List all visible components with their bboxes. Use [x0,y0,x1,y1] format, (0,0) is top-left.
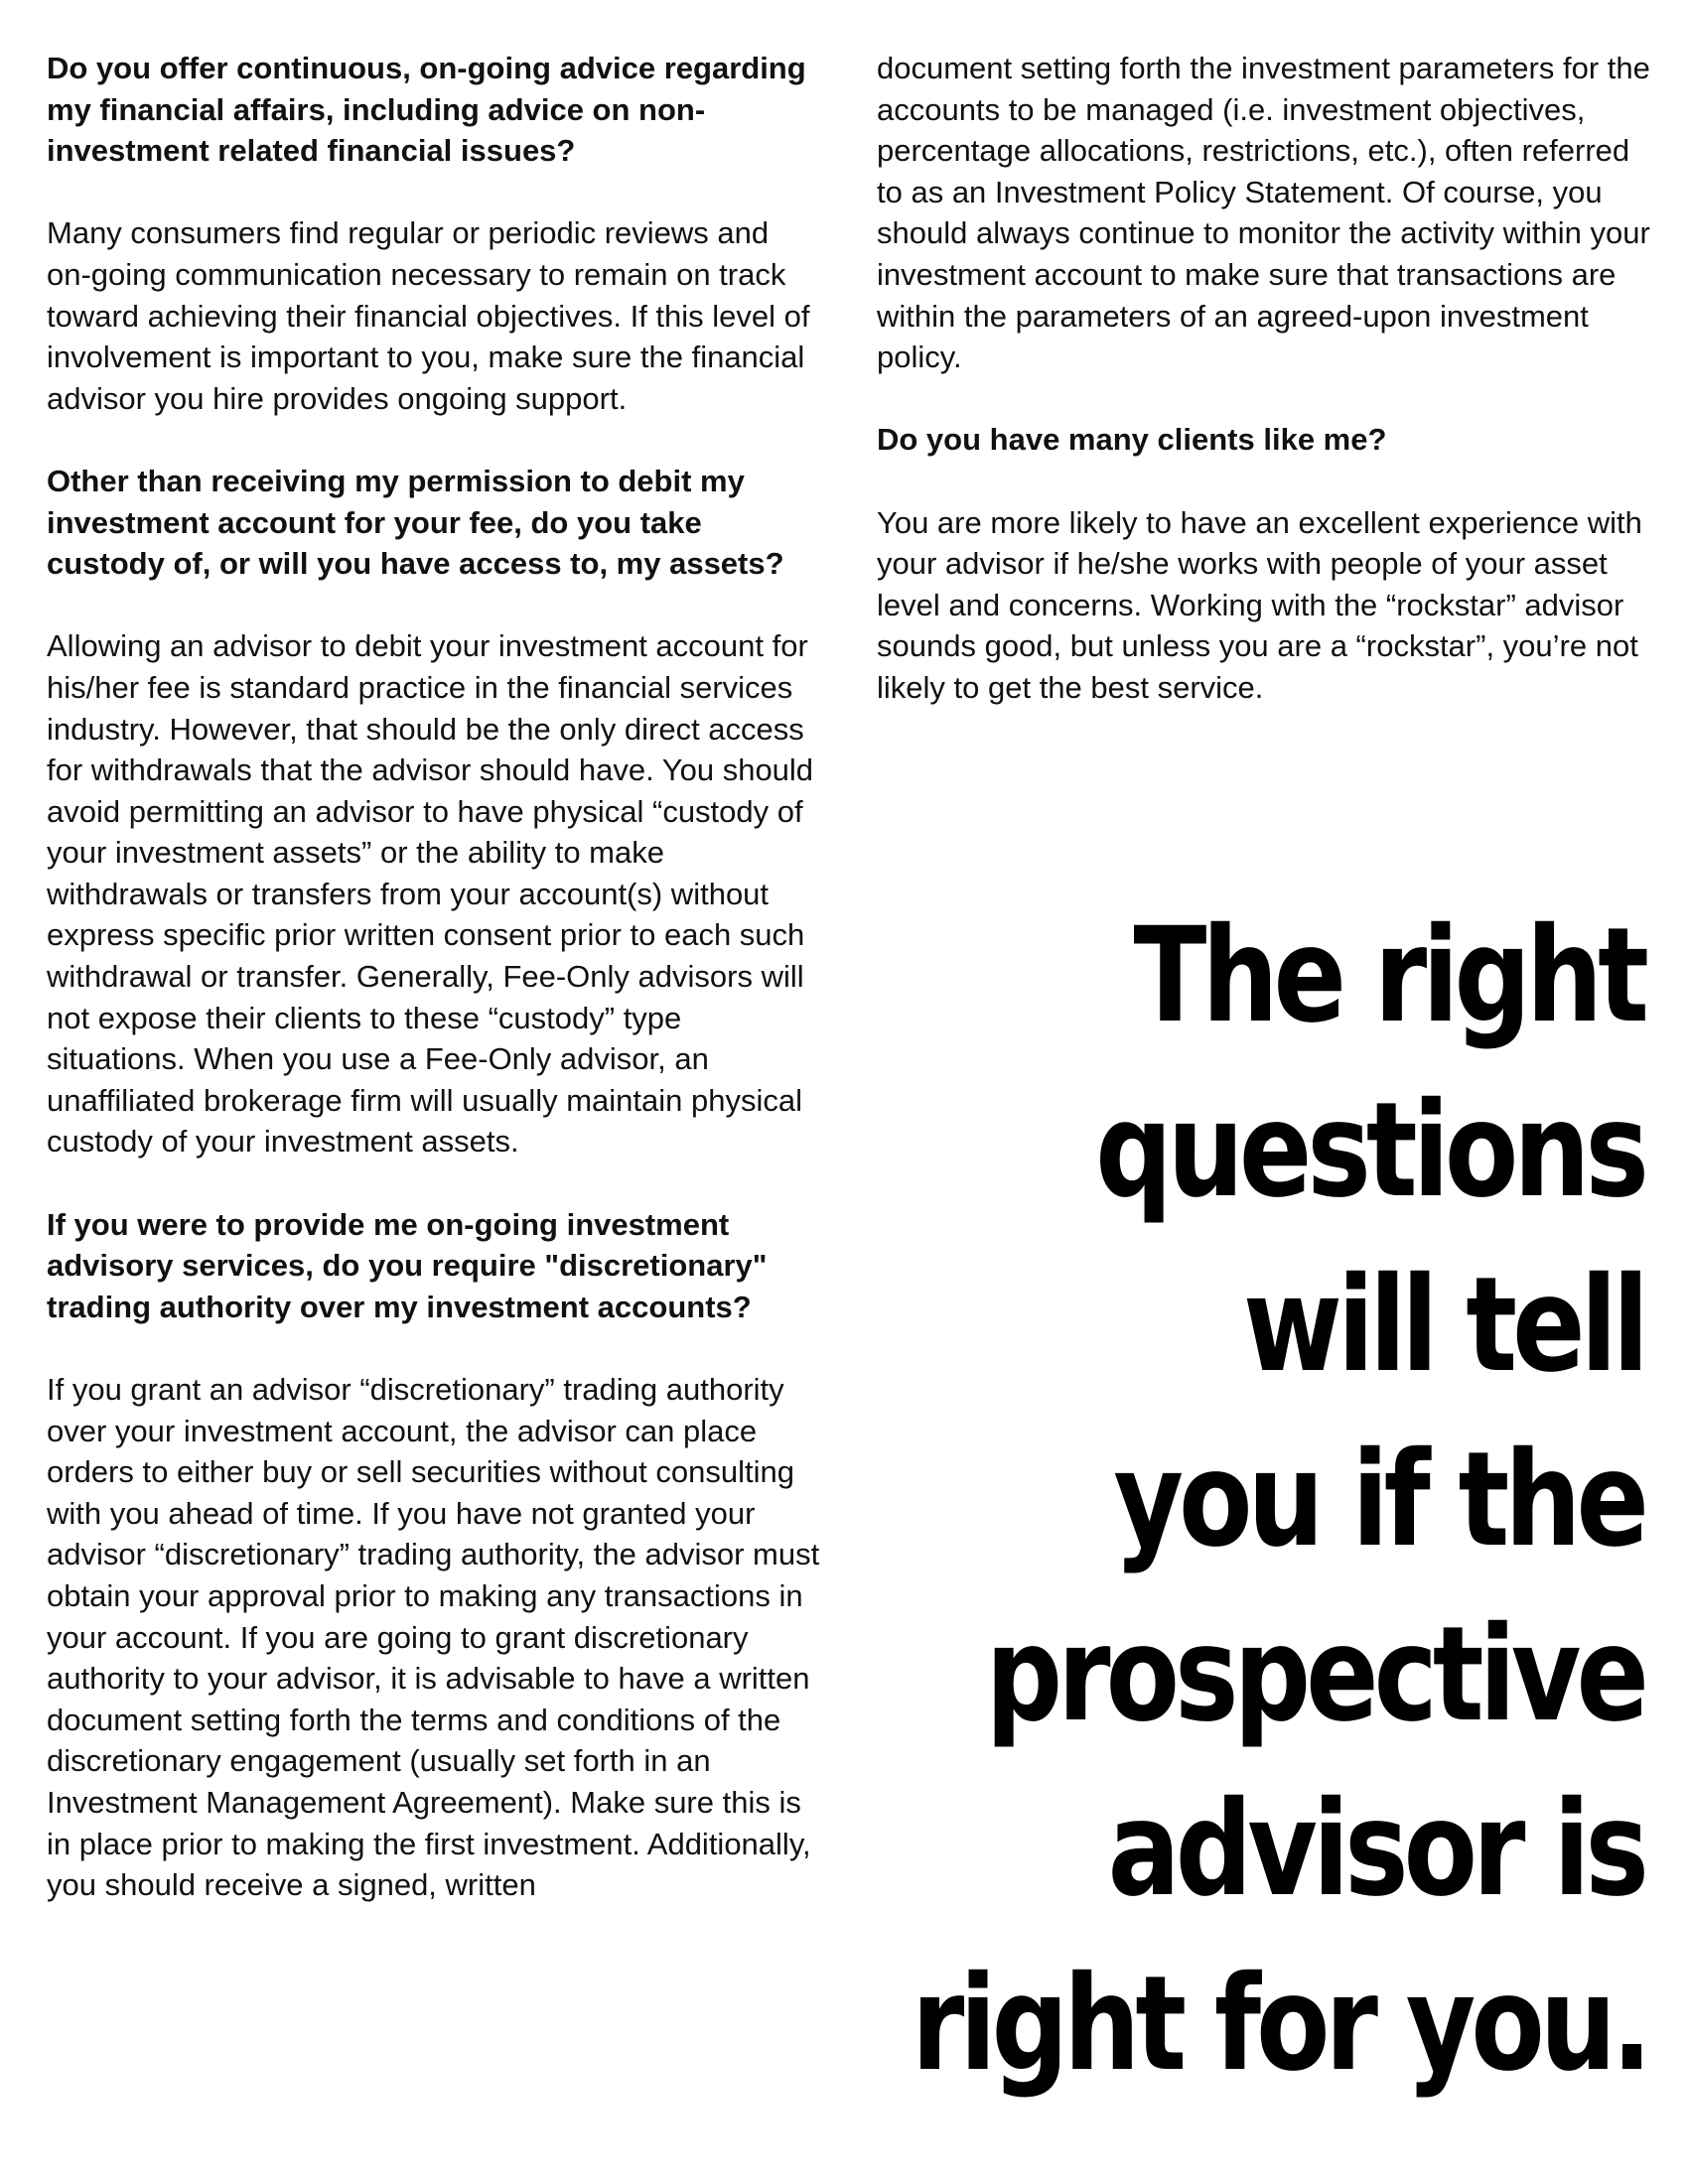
question-clients-like-me: Do you have many clients like me? [877,422,1387,458]
answer-ongoing-advice: Many consumers find regular or periodic reviews and on-going communication necessary to remain on track toward achieving their financial objectives. If this level of involvement is important to you, make sure the financial advisor you hire provides ongoing support. [47,215,810,416]
pull-quote-line: questions [1095,1074,1644,1227]
pull-quote-line: will tell [1242,1249,1644,1402]
pull-quote-line: advisor is [1107,1773,1644,1926]
pull-quote-line: you if the [1113,1424,1644,1576]
pull-quote-line: prospective [985,1598,1644,1751]
answer-clients-like-me: You are more likely to have an excellent experience with your advisor if he/she works with people of your asset level and concerns. Working with the “rockstar” advisor sounds good, but unless you are a “rockstar”, you’re not likely to get the best service. [877,504,1642,705]
question-discretionary: If you were to provide me on-going investment advisory services, do you require "discretionary" trading authority over my investment accounts? [47,1206,768,1324]
answer-discretionary-continued: document setting forth the investment parameters for the accounts to be managed (i.e. investment objectives, percentage allocations, restrictions, etc.), often referred to as an Investment Policy Statement. Of course, you should always continue to monitor the activity within your investment account to make sure that transactions are within the parameters of an agreed-upon investment policy. [877,51,1650,375]
answer-custody: Allowing an advisor to debit your investment account for his/her fee is standard practice in the financial services industry. However, that should be the only direct access for withdrawals that the advisor should have. You should avoid permitting an advisor to have physical “custody of your investment assets” or the ability to make withdrawals or transfers from your account(s) without express specific prior written consent prior to each such withdrawal or transfer. Generally, Fee-Only advisors will not expose their clients to these “custody” type situations. When you use a Fee-Only advisor, an unaffiliated brokerage firm will usually maintain physical custody of your investment assets. [47,628,814,1160]
left-column [47,48,821,1906]
right-column [877,48,1651,709]
pull-quote-line: The right [1133,899,1644,1052]
pull-quote [912,888,1648,2112]
pull-quote-line: right for you. [912,1948,1648,2101]
question-custody: Other than receiving my permission to debit my investment account for your fee, do you take custody of, or will you have access to, my assets? [47,463,784,582]
question-ongoing-advice: Do you offer continuous, on-going advice regarding my financial affairs, including advice on non-investment related financial issues? [47,51,806,169]
answer-discretionary: If you grant an advisor “discretionary” trading authority over your investment account, the advisor can place orders to either buy or sell securities without consulting with you ahead of time. If you have not granted your advisor “discretionary” trading authority, the advisor must obtain your approval prior to making any transactions in your account. If you are going to grant discretionary authority to your advisor, it is advisable to have a written document setting forth the terms and conditions of the discretionary engagement (usually set forth in an Investment Management Agreement). Make sure this is in place prior to making the first investment. Additionally, you should receive a signed, written [47,1372,820,1903]
